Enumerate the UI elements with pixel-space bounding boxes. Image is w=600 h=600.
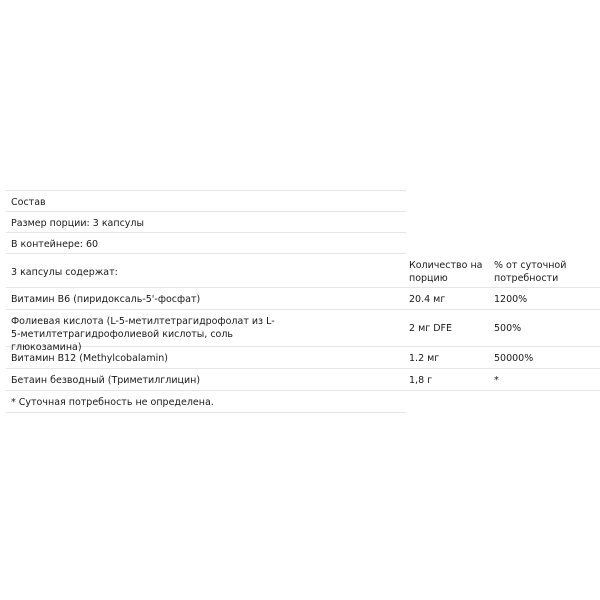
table-row — [6, 369, 600, 391]
nutrient-name: Бетаин безводный (Триметилглицин) — [11, 375, 201, 386]
nutrient-daily-value: 500% — [494, 323, 522, 334]
table-row — [6, 310, 600, 353]
nutrient-amount: 2 мг DFE — [409, 323, 453, 334]
table-row — [6, 347, 600, 369]
facts-title: Состав — [11, 197, 46, 208]
nutrient-name: Витамин B12 (Methylcobalamin) — [11, 353, 168, 364]
column-header-daily-value: % от суточной потребности — [494, 260, 567, 284]
supplement-facts-panel — [6, 190, 406, 254]
footnote-row — [6, 391, 406, 413]
title-row — [6, 190, 406, 212]
nutrient-table — [6, 254, 600, 413]
serving-size: Размер порции: 3 капсулы — [11, 218, 145, 229]
column-header-amount: Количество на порцию — [409, 260, 483, 284]
column-header-contains: 3 капсулы содержат: — [11, 267, 118, 278]
table-row — [6, 288, 600, 310]
nutrient-name: Фолиевая кислота (L-5-метилтетрагидрофолат из L-5-метилтетрагидрофолиевой кислоты, соль глюкозамина) — [11, 316, 275, 353]
nutrient-daily-value: 50000% — [494, 353, 534, 364]
servings-per-container: В контейнере: 60 — [11, 239, 99, 250]
table-header-row — [6, 254, 600, 288]
servings-row — [6, 233, 406, 254]
nutrient-amount: 20.4 мг — [409, 294, 446, 305]
nutrient-amount: 1.2 мг — [409, 353, 440, 364]
serving-size-row — [6, 212, 406, 233]
nutrient-name: Витамин B6 (пиридоксаль-5'-фосфат) — [11, 294, 201, 305]
nutrient-daily-value: 1200% — [494, 294, 528, 305]
nutrient-amount: 1,8 г — [409, 375, 433, 386]
footnote: * Суточная потребность не определена. — [11, 397, 214, 408]
nutrient-daily-value: * — [494, 375, 499, 386]
